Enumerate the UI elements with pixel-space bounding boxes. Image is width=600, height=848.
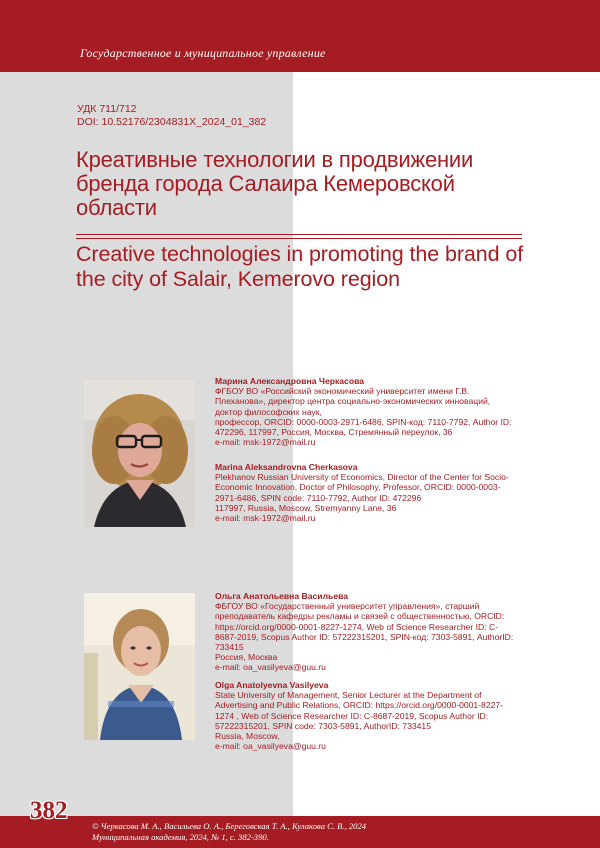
article-title-ru: Креативные технологии в продвижении бренда города Салаира Кемеровской области: [76, 147, 474, 220]
header-band: [0, 0, 600, 72]
author-email[interactable]: e-mail: oa_vasilyeva@guu.ru: [215, 662, 326, 673]
author-affiliation: ФБГОУ ВО «Государственный университет управления», старший преподаватель кафедры рекламы и связей с общественностью, ORCID: https://orcid.org/0000-0001-8227-1274, Web of Science Researcher ID: C-8687-2019, Scopus Author ID: 57222315201, SPIN-код: 7303-5891, AuthorID: 733415: [215, 601, 514, 653]
author-name: Marina Aleksandrovna Cherkasova: [215, 462, 358, 472]
author-name: Ольга Анатольевна Васильева: [215, 591, 349, 601]
author-address: Russia, Moscow,: [215, 731, 280, 742]
citation-line: Муниципальная академия, 2024, № 1, с. 382-390.: [92, 832, 269, 842]
udk-code: УДК 711/712: [77, 103, 137, 115]
page-number: 382: [30, 797, 68, 824]
author-1-en: [215, 462, 515, 523]
author-photo-vasilyeva: [84, 593, 195, 740]
author-affiliation: ФГБОУ ВО «Российский экономический университет имени Г.В. Плеханова», директор центра социально-экономических инноваций, доктор философских наук,: [215, 386, 491, 417]
author-email[interactable]: e-mail: msk-1972@mail.ru: [215, 513, 316, 524]
article-identifiers: [77, 103, 266, 129]
author-email[interactable]: e-mail: msk-1972@mail.ru: [215, 437, 316, 448]
copyright-line: © Черкасова М. А., Васильева О. А., Береговская Т. А., Кулакова С. В., 2024: [92, 821, 367, 831]
author-photo-cherkasova: [84, 380, 195, 527]
author-affiliation: Plekhanov Russian University of Economics, Director of the Center for Socio-Economic Innovation, Doctor of Philosophy, Professor, ORCID: 0000-0003-2971-6486, SPIN code: 7110-7792, Author ID: 472296: [215, 472, 509, 503]
author-2-ru: [215, 591, 515, 673]
author-1-ru: [215, 376, 515, 447]
title-divider: [76, 234, 522, 235]
author-ids: профессор, ORCID: 0000-0003-2971-6486, SPIN-код: 7110-7792, Author ID: 472296, 117997, Россия, Москва, Стремянный переулок, 36: [215, 416, 512, 438]
article-title-en: Creative technologies in promoting the brand of the city of Salair, Kemerovo region: [76, 242, 524, 291]
author-name: Olga Anatolyevna Vasilyeva: [215, 680, 329, 690]
author-address: 117997, Russia, Moscow, Stremyanny Lane, 36: [215, 502, 397, 513]
author-email[interactable]: e-mail: oa_vasilyeva@guu.ru: [215, 741, 326, 752]
journal-name: Государственное и муниципальное управление: [80, 46, 326, 60]
title-divider: [76, 238, 522, 239]
author-affiliation: State University of Management, Senior Lecturer at the Department of Advertising and Public Relations, ORCID: https://orcid.org/0000-0001-8227-1274 , Web of Science Researcher ID: C-8687-2019, Scopus Author ID: 57222315201, SPIN code: 7303-5891, AuthorID: 733415: [215, 690, 504, 731]
doi[interactable]: DOI: 10.52176/2304831X_2024_01_382: [77, 116, 267, 128]
citation-footer: [92, 821, 366, 843]
author-name: Марина Александровна Черкасова: [215, 376, 365, 386]
author-2-en: [215, 680, 515, 751]
author-address: Россия, Москва: [215, 652, 278, 663]
